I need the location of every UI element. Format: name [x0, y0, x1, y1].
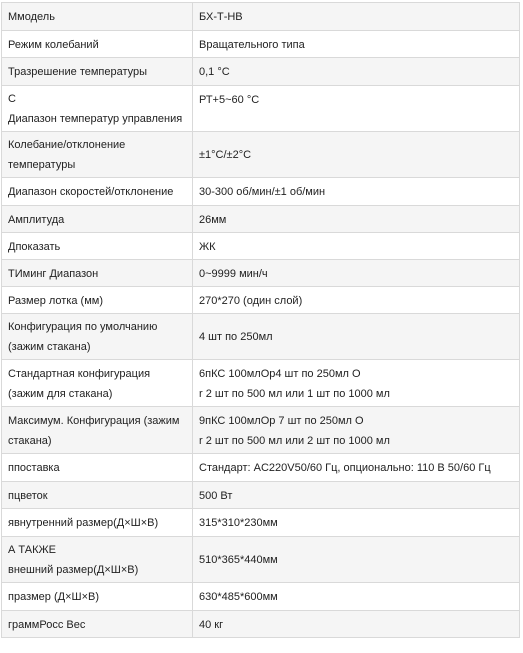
spec-label-text: (зажим для стакана) — [8, 388, 113, 400]
spec-value-cell — [193, 233, 520, 260]
spec-value-cell — [193, 31, 520, 58]
spec-value-cell — [193, 407, 520, 454]
table-row — [2, 482, 520, 509]
spec-value-text: ЖК — [199, 241, 216, 253]
spec-label-text: пцветок — [8, 490, 48, 502]
spec-label-text: температуры — [8, 159, 76, 171]
spec-table — [1, 2, 520, 638]
spec-value-text: r 2 шт по 500 мл или 2 шт по 1000 мл — [199, 435, 390, 447]
table-row — [2, 611, 520, 638]
table-row — [2, 58, 520, 86]
spec-label-cell — [2, 537, 193, 583]
spec-label-cell — [2, 31, 193, 58]
spec-label-cell — [2, 58, 193, 86]
spec-label-cell — [2, 233, 193, 260]
spec-label-cell — [2, 178, 193, 206]
spec-value-cell — [193, 537, 520, 583]
table-row — [2, 206, 520, 233]
spec-label-text: Диапазон температур управления — [8, 113, 183, 125]
spec-label-text: Диапазон скоростей/отклонение — [8, 186, 174, 198]
spec-value-cell — [193, 3, 520, 31]
spec-table-body — [2, 3, 520, 638]
table-row — [2, 3, 520, 31]
spec-label-cell — [2, 482, 193, 509]
spec-label-text: Дпоказать — [8, 241, 61, 253]
spec-label-text: граммРосс Вес — [8, 619, 86, 631]
spec-label-text: Конфигурация по умолчанию — [8, 321, 158, 333]
spec-label-cell — [2, 454, 193, 482]
spec-label-cell — [2, 260, 193, 287]
spec-value-text: r 2 шт по 500 мл или 1 шт по 1000 мл — [199, 388, 390, 400]
spec-value-text: ±1°C/±2°C — [199, 149, 252, 161]
spec-value-text: 0,1 °C — [199, 66, 230, 78]
spec-value-cell — [193, 611, 520, 638]
spec-label-text: А ТАКЖЕ — [8, 544, 56, 556]
spec-label-text: Режим колебаний — [8, 39, 99, 51]
table-row — [2, 233, 520, 260]
spec-label-cell — [2, 611, 193, 638]
spec-value-cell — [193, 178, 520, 206]
spec-value-text: 270*270 (один слой) — [199, 295, 303, 307]
spec-value-cell — [193, 509, 520, 537]
spec-label-cell — [2, 314, 193, 360]
spec-value-text: 40 кг — [199, 619, 224, 631]
spec-value-text: 510*365*440мм — [199, 554, 278, 566]
spec-value-text: БХ-Т-НВ — [199, 11, 243, 23]
spec-label-text: внешний размер(Д×Ш×В) — [8, 564, 139, 576]
table-row — [2, 537, 520, 583]
spec-value-text: 315*310*230мм — [199, 517, 278, 529]
spec-label-cell — [2, 3, 193, 31]
spec-label-cell — [2, 360, 193, 407]
spec-label-cell — [2, 509, 193, 537]
spec-label-text: Колебание/отклонение — [8, 139, 126, 151]
spec-label-text: явнутренний размер(Д×Ш×В) — [8, 517, 159, 529]
spec-label-cell — [2, 132, 193, 178]
spec-label-text: Тразрешение температуры — [8, 66, 148, 78]
spec-label-text: ппоставка — [8, 462, 60, 474]
spec-label-cell — [2, 287, 193, 314]
table-row — [2, 314, 520, 360]
spec-value-cell — [193, 287, 520, 314]
spec-value-cell — [193, 482, 520, 509]
spec-label-text: Амплитуда — [8, 214, 65, 226]
spec-value-cell — [193, 260, 520, 287]
spec-value-cell — [193, 206, 520, 233]
spec-label-cell — [2, 86, 193, 132]
table-row — [2, 287, 520, 314]
spec-value-text: 9пКС 100млОр 7 шт по 250мл О — [199, 415, 364, 427]
spec-value-cell — [193, 58, 520, 86]
spec-label-text: (зажим стакана) — [8, 341, 91, 353]
spec-label-text: Размер лотка (мм) — [8, 295, 103, 307]
spec-value-text: Вращательного типа — [199, 39, 305, 51]
spec-value-text: 630*485*600мм — [199, 591, 278, 603]
spec-value-text: 6пКС 100млОр4 шт по 250мл О — [199, 368, 361, 380]
spec-value-cell — [193, 314, 520, 360]
spec-value-text: РТ+5~60 °C — [199, 94, 260, 106]
spec-label-text: С — [8, 93, 16, 105]
spec-label-text: Стандартная конфигурация — [8, 368, 151, 380]
spec-value-text: 4 шт по 250мл — [199, 331, 273, 343]
spec-label-text: стакана) — [8, 435, 52, 447]
spec-value-cell — [193, 360, 520, 407]
table-row — [2, 132, 520, 178]
spec-label-text: Максимум. Конфигурация (зажим — [8, 415, 180, 427]
spec-value-text: 30-300 об/мин/±1 об/мин — [199, 186, 326, 198]
table-row — [2, 454, 520, 482]
spec-value-text: 500 Вт — [199, 490, 233, 502]
table-row — [2, 509, 520, 537]
spec-label-cell — [2, 407, 193, 454]
spec-value-cell — [193, 454, 520, 482]
spec-value-text: 0~9999 мин/ч — [199, 268, 268, 280]
spec-value-text: 26мм — [199, 214, 227, 226]
spec-value-cell — [193, 132, 520, 178]
table-row — [2, 260, 520, 287]
table-row — [2, 583, 520, 611]
table-row — [2, 178, 520, 206]
spec-label-cell — [2, 206, 193, 233]
table-row — [2, 31, 520, 58]
table-row — [2, 407, 520, 454]
spec-label-text: ТИминг Диапазон — [8, 268, 99, 280]
spec-value-cell — [193, 583, 520, 611]
spec-label-text: празмер (Д×Ш×В) — [8, 591, 100, 603]
table-row — [2, 360, 520, 407]
spec-value-text: Стандарт: AC220V50/60 Гц, опционально: 110 В 50/60 Гц — [199, 462, 491, 474]
spec-label-cell — [2, 583, 193, 611]
spec-label-text: Ммодель — [8, 11, 55, 23]
spec-value-cell — [193, 86, 520, 132]
table-row — [2, 86, 520, 132]
